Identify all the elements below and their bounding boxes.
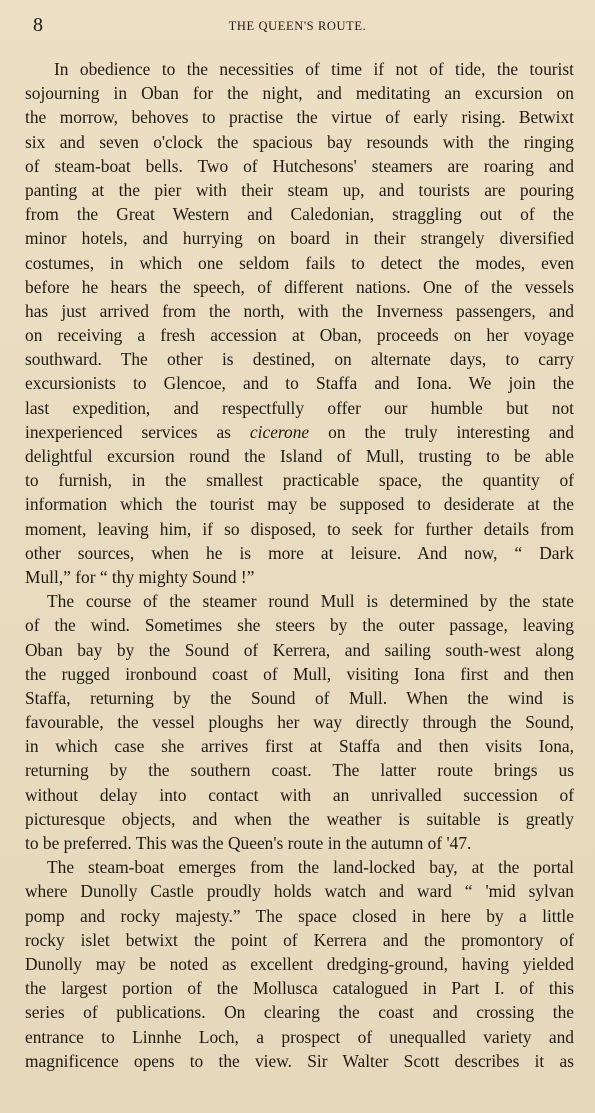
page-number: 8 [33, 14, 43, 36]
text-line: panting at the pier with their steam up, and tourists are pouring [25, 179, 574, 200]
text-line: of steam-boat bells. Two of Hutchesons' steamers are roaring and [25, 155, 574, 176]
text-line: The steam-boat emerges from the land-locked bay, at the portal [47, 857, 574, 878]
text-line: excursionists to Glencoe, and to Staffa and Iona. We join the [25, 373, 574, 394]
text-line: last expedition, and respectfully offer our humble but not [25, 397, 574, 418]
page-header [0, 14, 595, 38]
text-line: magnificence opens to the view. Sir Walter Scott describes it as [25, 1050, 574, 1071]
text-line: In obedience to the necessities of time if not of tide, the tourist [54, 59, 574, 79]
text-line: to be preferred. This was the Queen's route in the autumn of '47. [25, 833, 472, 853]
text-line: Dunolly may be noted as excellent dredging-ground, having yielded [25, 953, 574, 974]
text-line: before he hears the speech, of different nations. One of the vessels [25, 276, 574, 297]
text-line: moment, leaving him, if so disposed, to seek for further details from [25, 518, 574, 539]
text-line: costumes, in which one seldom fails to detect the modes, even [25, 252, 574, 273]
text-line: the rugged ironbound coast of Mull, visiting Iona first and then [25, 663, 574, 684]
text-line: southward. The other is destined, on alternate days, to carry [25, 349, 574, 370]
text-line: returning by the southern coast. The latter route brings us [25, 760, 574, 781]
text-line: minor hotels, and hurrying on board in their strangely diversified [25, 228, 574, 249]
paragraph-3 [25, 855, 574, 1073]
text-line: without delay into contact with an unrivalled succession of [25, 784, 574, 805]
text-line: Mull,” for “ thy mighty Sound !” [25, 566, 255, 587]
text-line: Oban bay by the Sound of Kerrera, and sailing south-west along [25, 639, 574, 660]
paragraph-1 [25, 57, 574, 589]
text-line: in which case she arrives first at Staffa and then visits Iona, [25, 736, 574, 757]
text-line: of the wind. Sometimes she steers by the outer passage, leaving [25, 615, 574, 636]
text-line: The course of the steamer round Mull is determined by the state [47, 591, 574, 612]
text-line: favourable, the vessel ploughs her way directly through the Sound, [25, 712, 574, 733]
text-line: has just arrived from the north, with the Inverness passengers, and [25, 300, 574, 321]
text-line: series of publications. On clearing the coast and crossing the [25, 1002, 574, 1023]
text-line: delightful excursion round the Island of Mull, trusting to be able [25, 446, 574, 466]
text-line: pomp and rocky majesty.” The space closed in here by a little [25, 905, 574, 926]
text-line: to furnish, in the smallest practicable space, the quantity of [25, 470, 574, 491]
text-line: from the Great Western and Caledonian, straggling out of the [25, 204, 574, 225]
text-line: rocky islet betwixt the point of Kerrera and the promontory of [25, 929, 574, 950]
text-line: the morrow, behoves to practise the virtue of early rising. Betwixt [25, 107, 574, 128]
text-line: picturesque objects, and when the weather is suitable is greatly [25, 808, 574, 829]
text-line: Staffa, returning by the Sound of Mull. When the wind is [25, 687, 574, 708]
text-line: on receiving a fresh accession at Oban, proceeds on her voyage [25, 325, 574, 346]
text-line: the largest portion of the Mollusca catalogued in Part I. of this [25, 978, 574, 999]
text-line: six and seven o'clock the spacious bay resounds with the ringing [25, 131, 574, 152]
body-text [25, 57, 574, 1073]
text-line: information which the tourist may be supposed to desiderate at the [25, 494, 574, 515]
running-title: THE QUEEN'S ROUTE. [228, 19, 367, 33]
text-line: inexperienced services as cicerone on the truly interesting and [25, 421, 574, 442]
text-line: where Dunolly Castle proudly holds watch and ward “ 'mid sylvan [25, 881, 574, 902]
text-line: other sources, when he is more at leisure. And now, “ Dark [25, 542, 574, 563]
text-line: entrance to Linnhe Loch, a prospect of unequalled variety and [25, 1026, 574, 1047]
italic-word: cicerone [249, 421, 310, 442]
paragraph-2 [25, 589, 574, 855]
text-line: sojourning in Oban for the night, and meditating an excursion on [25, 83, 574, 104]
